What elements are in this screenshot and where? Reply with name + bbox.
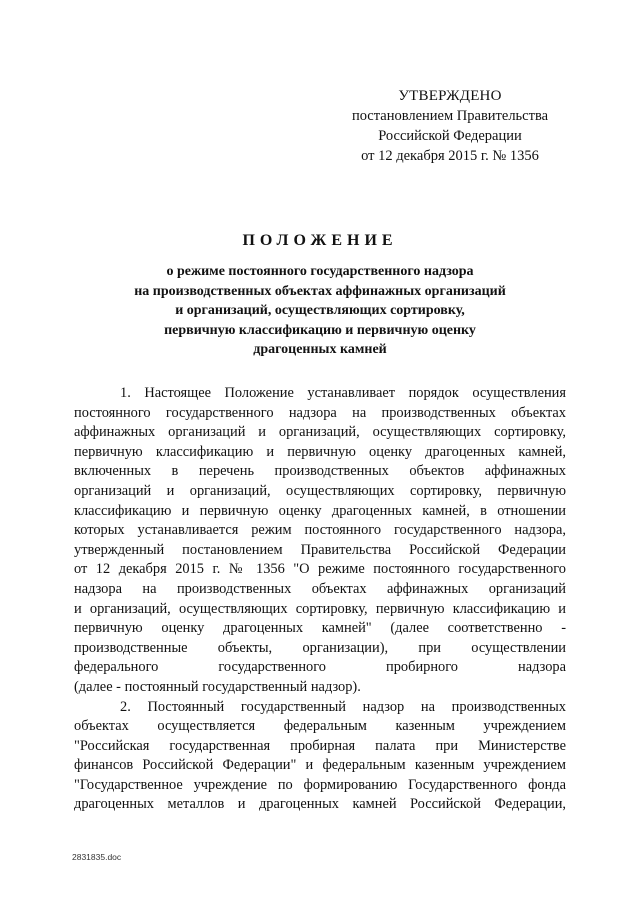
text-line: драгоценных металлов и драгоценных камней Российской Федерации, — [74, 796, 566, 813]
text-line: первичную оценку драгоценных камней" (далее соответственно - — [74, 620, 566, 637]
approval-heading: УТВЕРЖДЕНО — [398, 88, 502, 104]
document-body — [74, 384, 566, 815]
subtitle-line: на производственных объектах аффинажных организаций — [134, 283, 506, 299]
text-line: постоянного государственного надзора на производственных объектах — [74, 404, 566, 421]
text-line: объектах осуществляется федеральным казенным учреждением — [74, 718, 566, 735]
text-line: "Российская государственная пробирная палата при Министерстве — [74, 737, 566, 754]
text-line: (далее - постоянный государственный надзор). — [74, 678, 361, 695]
text-line: финансов Российской Федерации" и федеральным казенным учреждением — [74, 757, 566, 774]
text-line: первичную классификацию и первичную оценку драгоценных камней, — [74, 443, 566, 460]
text-line: надзора на производственных объектах аффинажных организаций — [74, 580, 566, 597]
subtitle-line: и организаций, осуществляющих сортировку, — [175, 303, 465, 318]
paragraph-2 — [74, 698, 566, 816]
text-line: от 12 декабря 2015 г. № 1356 "О режиме постоянного государственного — [74, 561, 566, 578]
paragraph-1 — [74, 384, 566, 698]
text-line: аффинажных организаций и организаций, осуществляющих сортировку, — [74, 424, 566, 441]
approval-line: Российской Федерации — [378, 128, 522, 144]
text-line: классификацию и первичную оценку драгоценных камней, в отношении — [74, 502, 566, 519]
text-line: 2. Постоянный государственный надзор на производственных — [120, 698, 566, 715]
subtitle-line: о режиме постоянного государственного надзора — [166, 264, 474, 279]
text-line: которых устанавливается режим постоянного государственного надзора, — [74, 522, 566, 539]
file-name-footer: 2831835.doc — [72, 852, 122, 862]
subtitle-line: драгоценных камней — [253, 342, 387, 357]
document-title: ПОЛОЖЕНИЕ — [242, 232, 398, 249]
document-subtitle — [100, 262, 540, 360]
text-line: организаций и организаций, осуществляющих сортировку, первичную — [74, 482, 566, 499]
text-line: включенных в перечень производственных объектов аффинажных — [74, 463, 566, 480]
text-line: производственные объекты, организации), при осуществлении — [74, 639, 566, 656]
approval-line: постановлением Правительства — [351, 108, 549, 124]
text-line: 1. Настоящее Положение устанавливает порядок осуществления — [120, 385, 566, 401]
subtitle-line: первичную классификацию и первичную оценку — [164, 322, 476, 338]
text-line: "Государственное учреждение по формированию Государственного фонда — [74, 776, 566, 793]
text-line: федерального государственного пробирного надзора — [74, 659, 566, 676]
text-line: утвержденный постановлением Правительства Российской Федерации — [74, 541, 566, 558]
approval-stamp — [330, 86, 570, 166]
approval-line: от 12 декабря 2015 г. № 1356 — [361, 148, 539, 164]
text-line: и организаций, осуществляющих сортировку, первичную классификацию и — [74, 600, 566, 617]
